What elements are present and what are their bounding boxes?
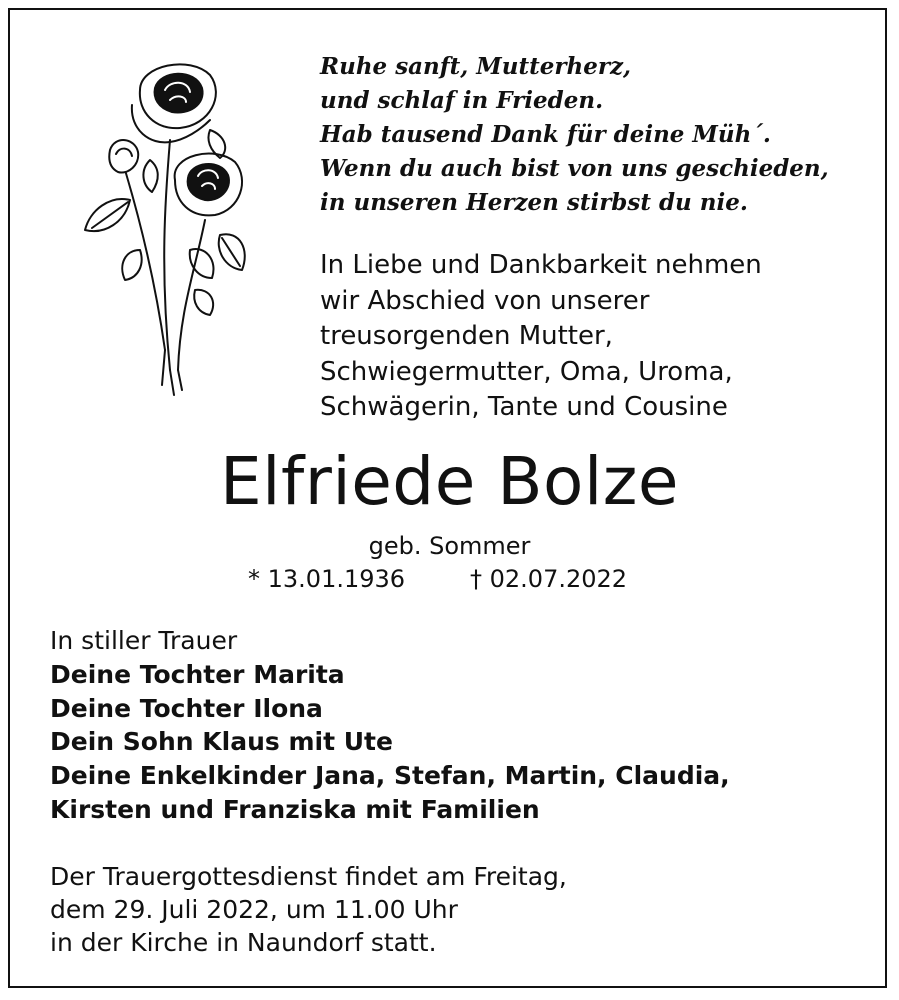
mourner-line: Kirsten und Franziska mit Familien bbox=[50, 794, 540, 824]
farewell-intro bbox=[320, 248, 762, 426]
service-line: in der Kirche in Naundorf statt. bbox=[50, 928, 437, 957]
deceased-name: Elfriede Bolze bbox=[219, 443, 680, 520]
intro-line: Schwiegermutter, Oma, Uroma, bbox=[320, 356, 733, 387]
mourner-line: Deine Tochter Ilona bbox=[50, 693, 323, 723]
mourner-line: Deine Enkelkinder Jana, Stefan, Martin, Claudia, bbox=[50, 761, 730, 791]
intro-line: In Liebe und Dankbarkeit nehmen bbox=[320, 250, 762, 280]
poem-line: Wenn du auch bist von uns geschieden, bbox=[320, 155, 829, 182]
service-info bbox=[50, 860, 567, 959]
intro-line: treusorgenden Mutter, bbox=[320, 321, 613, 351]
service-line: dem 29. Juli 2022, um 11.00 Uhr bbox=[50, 895, 458, 924]
mourner-line: Dein Sohn Klaus mit Ute bbox=[50, 727, 393, 757]
intro-line: Schwägerin, Tante und Cousine bbox=[320, 392, 728, 422]
mourners-list bbox=[50, 624, 730, 827]
birth-date: * 13.01.1936 bbox=[248, 565, 406, 593]
mourner-line: Deine Tochter Marita bbox=[50, 659, 345, 689]
mourners-intro: In stiller Trauer bbox=[50, 626, 238, 655]
poem-line: Ruhe sanft, Mutterherz, bbox=[320, 53, 632, 80]
maiden-name: geb. Sommer bbox=[368, 532, 531, 560]
rose-bouquet-icon bbox=[70, 50, 250, 400]
death-date: † 02.07.2022 bbox=[470, 565, 628, 593]
poem-line: in unseren Herzen stirbst du nie. bbox=[320, 189, 748, 216]
service-line: Der Trauergottesdienst findet am Freitag, bbox=[50, 862, 567, 891]
intro-line: wir Abschied von unserer bbox=[320, 285, 650, 316]
poem-line: Hab tausend Dank für deine Müh´. bbox=[320, 121, 771, 148]
poem-line: und schlaf in Frieden. bbox=[320, 87, 604, 114]
poem bbox=[320, 50, 829, 220]
